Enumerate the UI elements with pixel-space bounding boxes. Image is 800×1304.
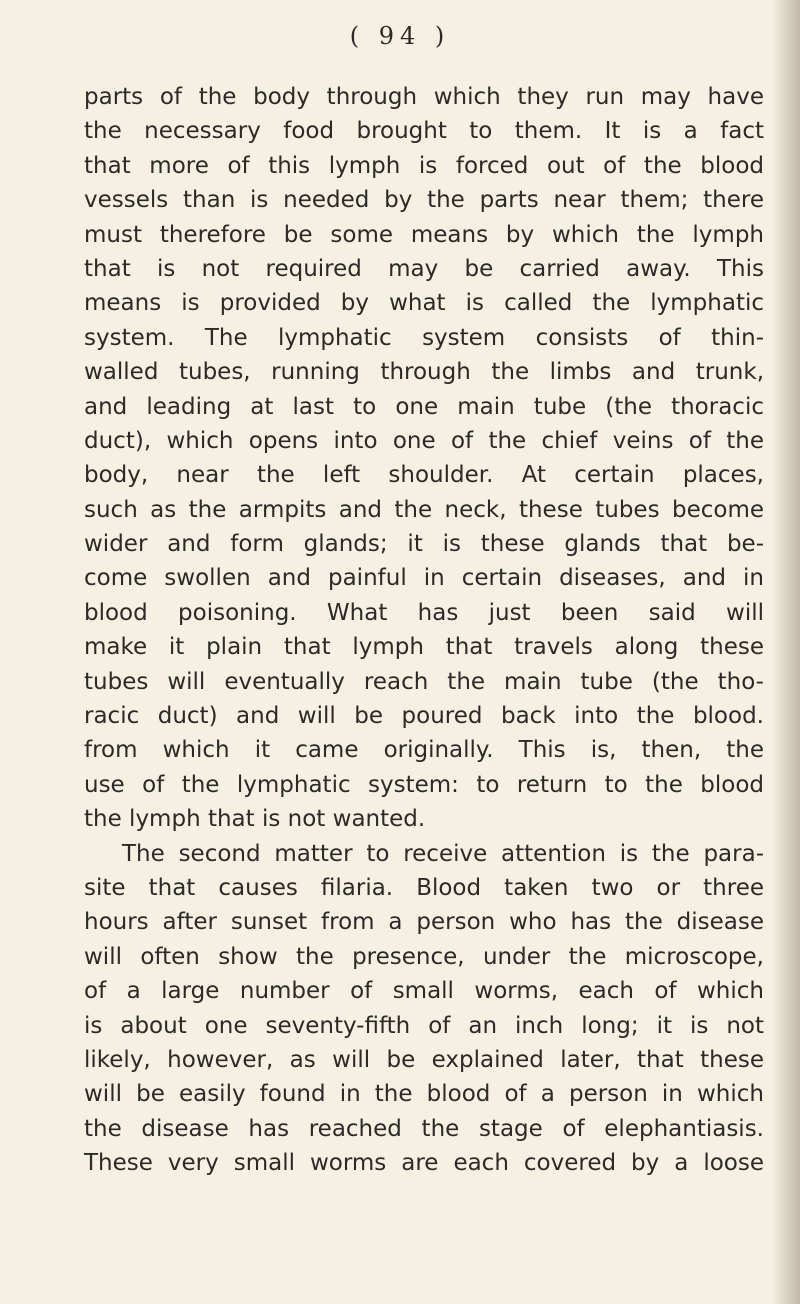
- text-line: hours after sunset from a person who has the disease: [84, 909, 764, 936]
- text-line: make it plain that lymph that travels along these: [84, 634, 764, 661]
- text-line: such as the armpits and the neck, these tubes become: [84, 496, 764, 523]
- text-line: and leading at last to one main tube (the thoracic: [84, 393, 764, 420]
- text-line: must therefore be some means by which the lymph: [84, 221, 764, 248]
- text-line: body, near the left shoulder. At certain places,: [84, 462, 764, 489]
- text-line: of a large number of small worms, each of which: [84, 978, 764, 1005]
- text-line: racic duct) and will be poured back into the blood.: [84, 703, 764, 730]
- text-line: use of the lymphatic system: to return to the blood: [84, 771, 764, 798]
- text-line: vessels than is needed by the parts near them; there: [84, 187, 764, 214]
- text-line: will be easily found in the blood of a person in which: [84, 1081, 764, 1108]
- body-text: [84, 80, 764, 1181]
- paragraph-2: [84, 837, 764, 1181]
- text-line: These very small worms are each covered by a loose: [84, 1150, 764, 1177]
- text-line: wider and form glands; it is these glands that be-: [84, 531, 764, 558]
- text-line: blood poisoning. What has just been said will: [84, 599, 764, 626]
- text-line: site that causes filaria. Blood taken two or three: [84, 874, 764, 901]
- text-line: tubes will eventually reach the main tube (the tho-: [84, 668, 764, 695]
- text-line: means is provided by what is called the lymphatic: [84, 290, 764, 317]
- text-line: system. The lymphatic system consists of thin-: [84, 324, 764, 351]
- text-line: likely, however, as will be explained later, that these: [84, 1046, 764, 1073]
- text-line: the necessary food brought to them. It is a fact: [84, 118, 764, 145]
- text-line: walled tubes, running through the limbs and trunk,: [84, 359, 764, 386]
- text-line: The second matter to receive attention is the para-: [122, 840, 764, 867]
- text-line: the disease has reached the stage of elephantiasis.: [84, 1115, 764, 1142]
- text-line: duct), which opens into one of the chief veins of the: [84, 427, 764, 454]
- text-line: is about one seventy-fifth of an inch long; it is not: [84, 1012, 764, 1039]
- text-line: come swollen and painful in certain diseases, and in: [84, 565, 764, 592]
- text-line: that more of this lymph is forced out of the blood: [84, 152, 764, 179]
- page-number: ( 94 ): [349, 22, 451, 50]
- text-line: from which it came originally. This is, then, the: [84, 737, 764, 764]
- text-line: the lymph that is not wanted.: [84, 806, 426, 833]
- text-line: will often show the presence, under the microscope,: [84, 943, 764, 970]
- text-line: parts of the body through which they run may have: [84, 84, 764, 110]
- text-line: that is not required may be carried away. This: [84, 255, 764, 282]
- paragraph-1: [84, 80, 764, 837]
